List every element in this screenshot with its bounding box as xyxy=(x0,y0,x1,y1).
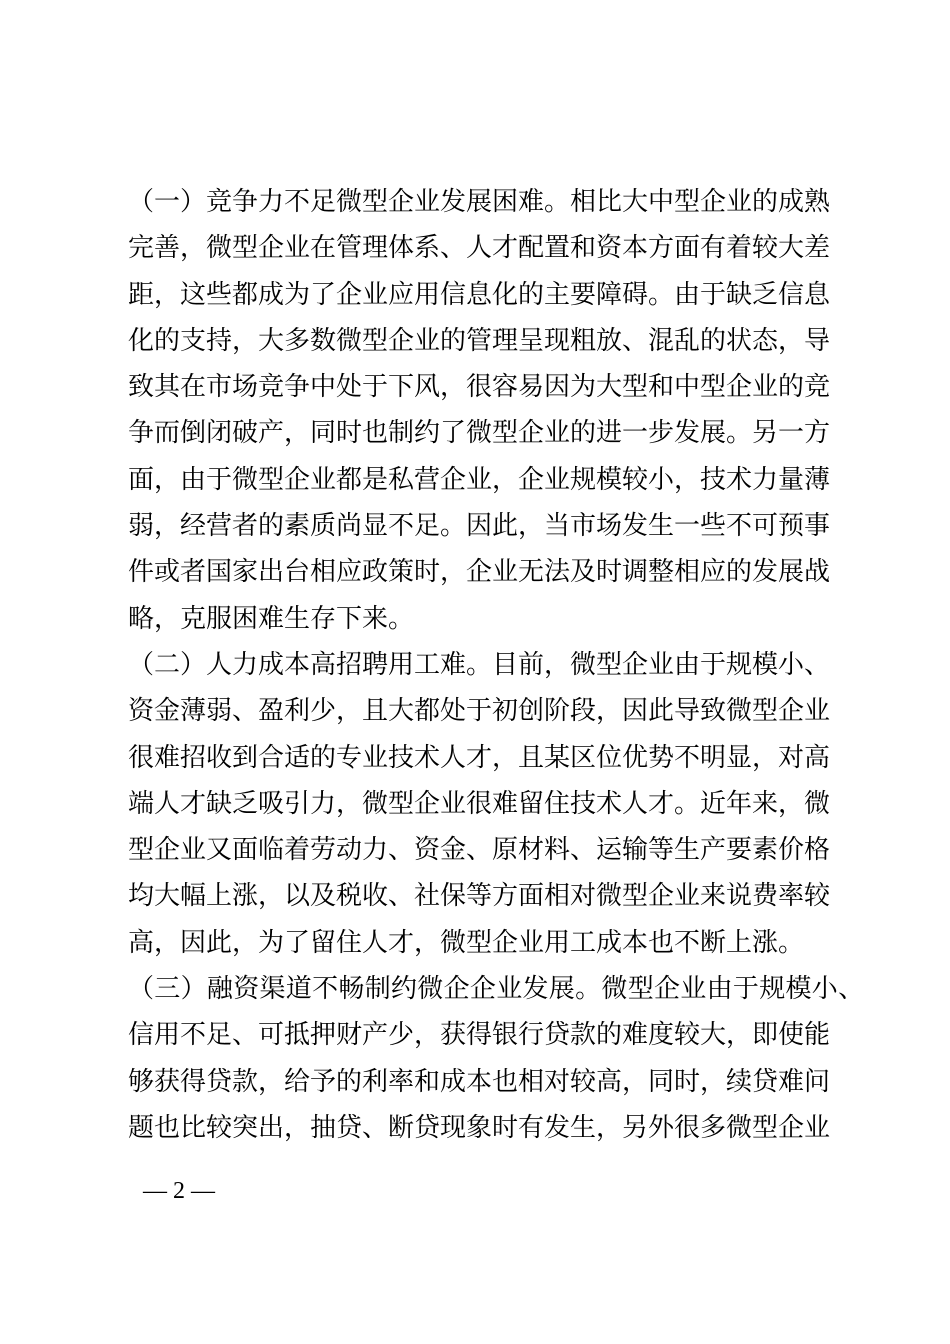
page-number: — 2 — xyxy=(143,1178,215,1204)
text-line: 题也比较突出，抽贷、断贷现象时有发生，另外很多微型企业 xyxy=(128,1112,831,1143)
text-line: 争而倒闭破产，同时也制约了微型企业的进一步发展。另一方 xyxy=(128,418,831,449)
text-line: 完善，微型企业在管理体系、人才配置和资本方面有着较大差 xyxy=(128,233,831,264)
text-line: 件或者国家出台相应政策时，企业无法及时调整相应的发展战 xyxy=(128,557,831,588)
text-line: 略，克服困难生存下来。 xyxy=(128,603,415,634)
text-line: 很难招收到合适的专业技术人才，且某区位优势不明显，对高 xyxy=(128,742,831,773)
text-line: 均大幅上涨，以及税收、社保等方面相对微型企业来说费率较 xyxy=(128,881,831,912)
text-line: 化的支持，大多数微型企业的管理呈现粗放、混乱的状态，导 xyxy=(128,325,831,356)
paragraph-labor-cost xyxy=(128,642,831,966)
text-line: 致其在市场竞争中处于下风，很容易因为大型和中型企业的竞 xyxy=(128,372,831,403)
text-line: 信用不足、可抵押财产少，获得银行贷款的难度较大，即使能 xyxy=(128,1020,831,1051)
document-body xyxy=(128,179,865,1151)
text-line: 够获得贷款，给予的利率和成本也相对较高，同时，续贷难问 xyxy=(128,1066,831,1097)
text-line: 距，这些都成为了企业应用信息化的主要障碍。由于缺乏信息 xyxy=(128,279,831,310)
text-line: 资金薄弱、盈利少，且大都处于初创阶段，因此导致微型企业 xyxy=(128,696,831,727)
text-line: 型企业又面临着劳动力、资金、原材料、运输等生产要素价格 xyxy=(128,835,831,866)
text-line: 面，由于微型企业都是私营企业，企业规模较小，技术力量薄 xyxy=(128,464,831,495)
text-line: 端人才缺乏吸引力，微型企业很难留住技术人才。近年来，微 xyxy=(128,788,831,819)
paragraph-competitiveness xyxy=(128,179,831,642)
text-line: （一）竞争力不足微型企业发展困难。相比大中型企业的成熟 xyxy=(128,187,831,217)
text-line: 高，因此，为了留住人才，微型企业用工成本也不断上涨。 xyxy=(128,927,805,958)
text-line: （二）人力成本高招聘用工难。目前，微型企业由于规模小、 xyxy=(128,649,831,680)
paragraph-financing xyxy=(128,966,865,1151)
text-line: 弱，经营者的素质尚显不足。因此，当市场发生一些不可预事 xyxy=(128,511,831,542)
text-line: （三）融资渠道不畅制约微企企业发展。微型企业由于规模小、 xyxy=(128,974,865,1005)
